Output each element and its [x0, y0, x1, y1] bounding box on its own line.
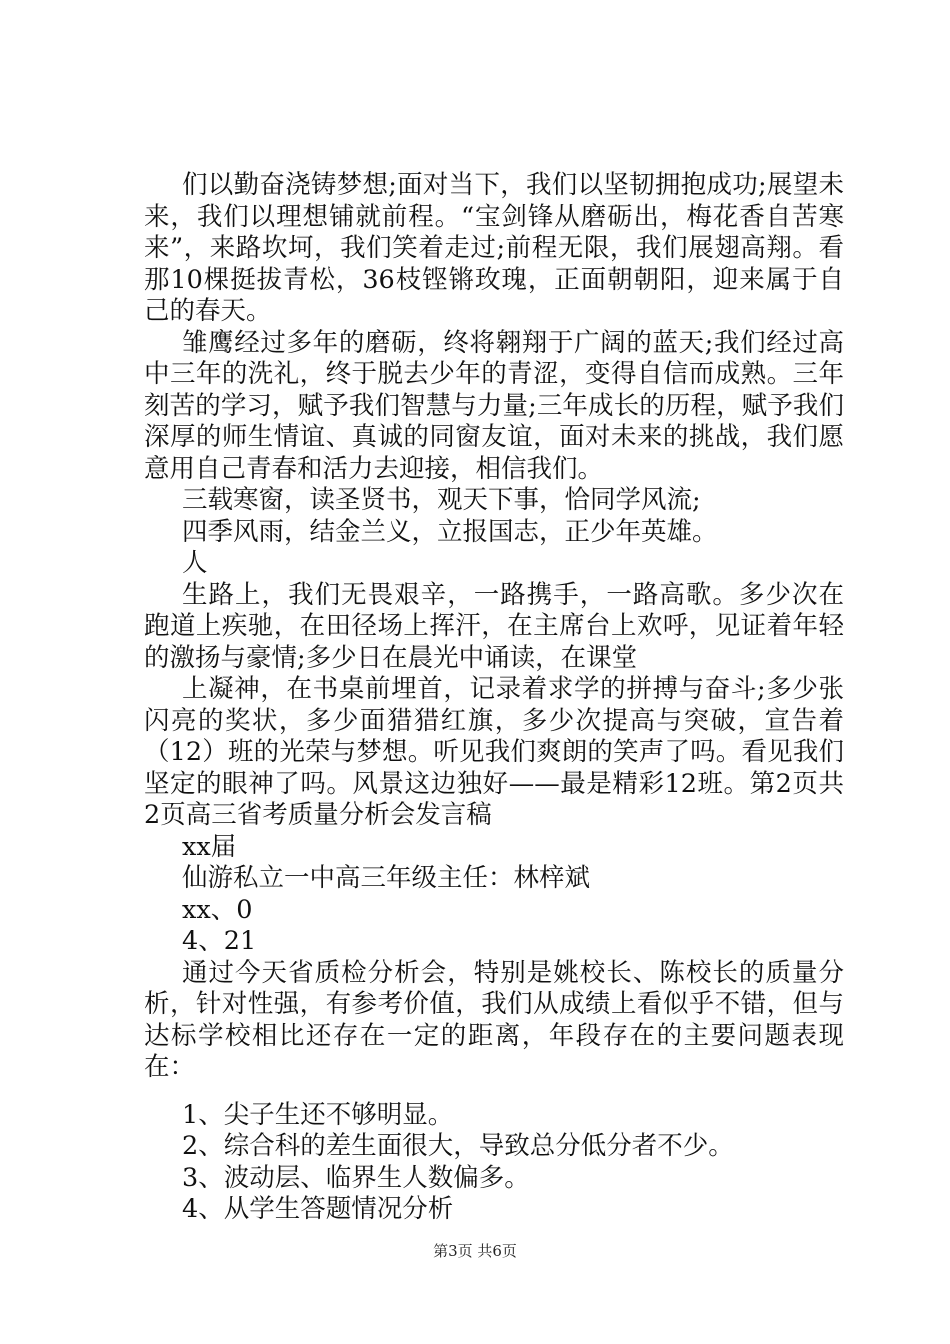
list-item-4: 4、从学生答题情况分析 [182, 1194, 454, 1224]
document-body [144, 170, 844, 1226]
paragraph-2: 雏鹰经过多年的磨砺，终将翱翔于广阔的蓝天;我们经过高中三年的洗礼，终于脱去少年的青涩，变得自信而成熟。三年刻苦的学习，赋予我们智慧与力量;三年成长的历程，赋予我们深厚的师生情谊、真诚的同窗友谊，面对未来的挑战，我们愿意用自己青春和活力去迎接，相信我们。 [144, 327, 844, 484]
date-line-2: 4、21 [182, 926, 257, 956]
paragraph-6: 通过今天省质检分析会，特别是姚校长、陈校长的质量分析，针对性强，有参考价值，我们从成绩上看似乎不错，但与达标学校相比还存在一定的距离，年段存在的主要问题表现在： [144, 957, 844, 1082]
paragraph-4: 生路上，我们无畏艰辛，一路携手，一路高歌。多少次在跑道上疾驰，在田径场上挥汗，在主席台上欢呼，见证着年轻的激扬与豪情;多少日在晨光中诵读，在课堂 [144, 579, 844, 673]
list-item-2: 2、综合科的差生面很大，导致总分低分者不少。 [182, 1131, 734, 1161]
spacer [144, 1084, 844, 1100]
author-line: 仙游私立一中高三年级主任：林梓斌 [182, 863, 591, 893]
paragraph-5: 上凝神，在书桌前埋首，记录着求学的拼搏与奋斗;多少张闪亮的奖状，多少面猎猎红旗，多少次提高与突破，宣告着（12）班的光荣与梦想。听见我们爽朗的笑声了吗。看见我们坚定的眼神了吗。风景这边独好——最是精彩12班。第2页共2页高三省考质量分析会发言稿 [144, 674, 844, 830]
paragraph-3: 人 [182, 548, 208, 578]
page-footer: 第3页 共6页 [433, 1242, 517, 1260]
date-line-1: xx、0 [182, 894, 253, 925]
class-year: xx届 [182, 831, 237, 862]
list-item-3: 3、波动层、临界生人数偏多。 [182, 1162, 530, 1193]
couplet-line-1: 三载寒窗，读圣贤书，观天下事，恰同学风流; [182, 485, 701, 515]
couplet-line-2: 四季风雨，结金兰义，立报国志，正少年英雄。 [182, 516, 718, 547]
list-item-1: 1、尖子生还不够明显。 [182, 1099, 454, 1130]
paragraph-1: 们以勤奋浇铸梦想;面对当下，我们以坚韧拥抱成功;展望未来，我们以理想铺就前程。“宝剑锋从磨砺出，梅花香自苦寒来”，来路坎坷，我们笑着走过;前程无限，我们展翅高翔。看那10棵挺拔青松，36枝铿锵玫瑰，正面朝朝阳，迎来属于自己的春天。 [144, 170, 844, 326]
